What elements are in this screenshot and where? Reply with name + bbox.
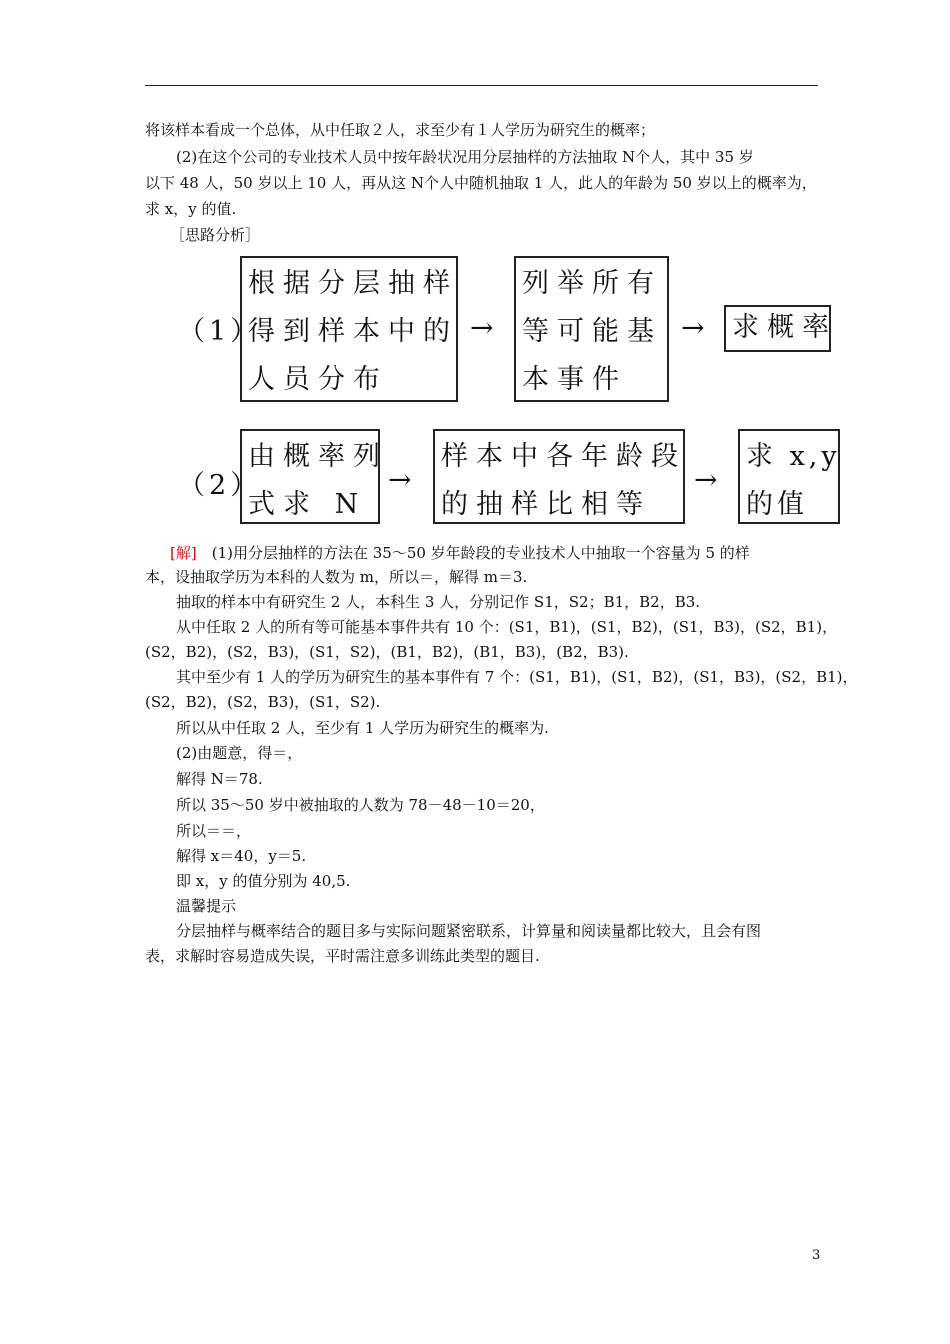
solution-line: 其中至少有 1 人的学历为研究生的基本事件有 7 个：(S1，B1)，(S1，B2)，(S1，B3)，(S2，B1)， — [176, 668, 858, 686]
solution-tag: [解] — [170, 544, 197, 562]
text-line: 以下 48 人，50 岁以上 10 人，再从这 N个人中随机抽取 1 人，此人的年龄为 50 岁以上的概率为， — [145, 174, 817, 192]
solution-line: 所以＝＝， — [176, 822, 252, 840]
solution-line — [170, 543, 750, 563]
arrow-icon: → — [694, 463, 718, 496]
text-line: 将该样本看成一个总体，从中任取２人，求至少有１人学历为研究生的概率； — [145, 121, 656, 139]
box-line: 求 x,y — [746, 441, 841, 472]
solution-line: 所以 35～50 岁中被抽取的人数为 78－48－10＝20， — [176, 796, 545, 814]
solution-line: 解得 N＝78. — [176, 770, 263, 788]
solution-text: (1)用分层抽样的方法在 35～50 岁年龄段的专业技术人中抽取一个容量为 5 的样 — [196, 544, 750, 562]
box-line: 的值 — [746, 489, 808, 520]
flow2-box-equation — [240, 429, 388, 524]
box-line: 列举所有 — [522, 268, 662, 299]
text-line: 求 x，y 的值. — [145, 200, 237, 218]
box-line: 人员分布 — [248, 364, 388, 395]
flow1-box-probability — [724, 305, 837, 352]
solution-line: 从中任取 2 人的所有等可能基本事件共有 10 个：(S1，B1)，(S1，B2)，(S1，B3)，(S2，B1)， — [176, 618, 838, 636]
solution-line: (S2，B2)，(S2，B3)，(S1，S2). — [145, 693, 381, 711]
solution-line: (S2，B2)，(S2，B3)，(S1，S2)，(B1，B2)，(B1，B3)，(B2，B3). — [145, 643, 629, 661]
arrow-icon: → — [388, 463, 412, 496]
flow1-box-distribution — [240, 256, 458, 402]
solution-line: (2)由题意，得＝， — [176, 744, 303, 762]
tip-line: 表，求解时容易造成失误，平时需注意多训练此类型的题目. — [145, 947, 540, 965]
arrow-icon: → — [681, 311, 705, 344]
flow-label-1: （1） — [178, 316, 262, 347]
box-line: 求概率 — [732, 312, 837, 343]
flow1-box-enumerate — [514, 256, 669, 402]
box-line: 等可能基 — [522, 316, 662, 347]
header-rule — [145, 85, 818, 86]
section-heading: ［思路分析］ — [170, 226, 261, 244]
solution-line: 解得 x＝40，y＝5. — [176, 847, 307, 865]
tip-line: 分层抽样与概率结合的题目多与实际问题紧密联系，计算量和阅读量都比较大，且会有图 — [176, 922, 762, 940]
box-line: 得到样本中的 — [248, 316, 458, 347]
flow2-box-xy — [738, 429, 840, 524]
box-line: 根据分层抽样 — [248, 268, 458, 299]
text-line: (2)在这个公司的专业技术人员中按年龄状况用分层抽样的方法抽取 N个人，其中 35 岁 — [176, 148, 754, 166]
flow-label-2: （2） — [178, 470, 262, 501]
box-line: 式求 N — [248, 489, 367, 520]
flow2-box-ratio — [433, 429, 685, 524]
solution-line: 所以从中任取 2 人，至少有 1 人学历为研究生的概率为. — [176, 719, 549, 737]
solution-line: 即 x，y 的值分别为 40,5. — [176, 872, 351, 890]
box-line: 样本中各年龄段 — [441, 441, 686, 472]
box-line: 的抽样比相等 — [441, 489, 651, 520]
box-line: 本事件 — [522, 364, 627, 395]
page-number: 3 — [812, 1248, 821, 1263]
tip-heading: 温馨提示 — [176, 897, 237, 915]
solution-line: 本，设抽取学历为本科的人数为 m，所以＝，解得 m＝3. — [145, 568, 528, 586]
solution-line: 抽取的样本中有研究生 2 人，本科生 3 人，分别记作 S1，S2；B1，B2，B3. — [176, 593, 701, 611]
box-line: 由概率列 — [248, 441, 388, 472]
arrow-icon: → — [470, 311, 494, 344]
